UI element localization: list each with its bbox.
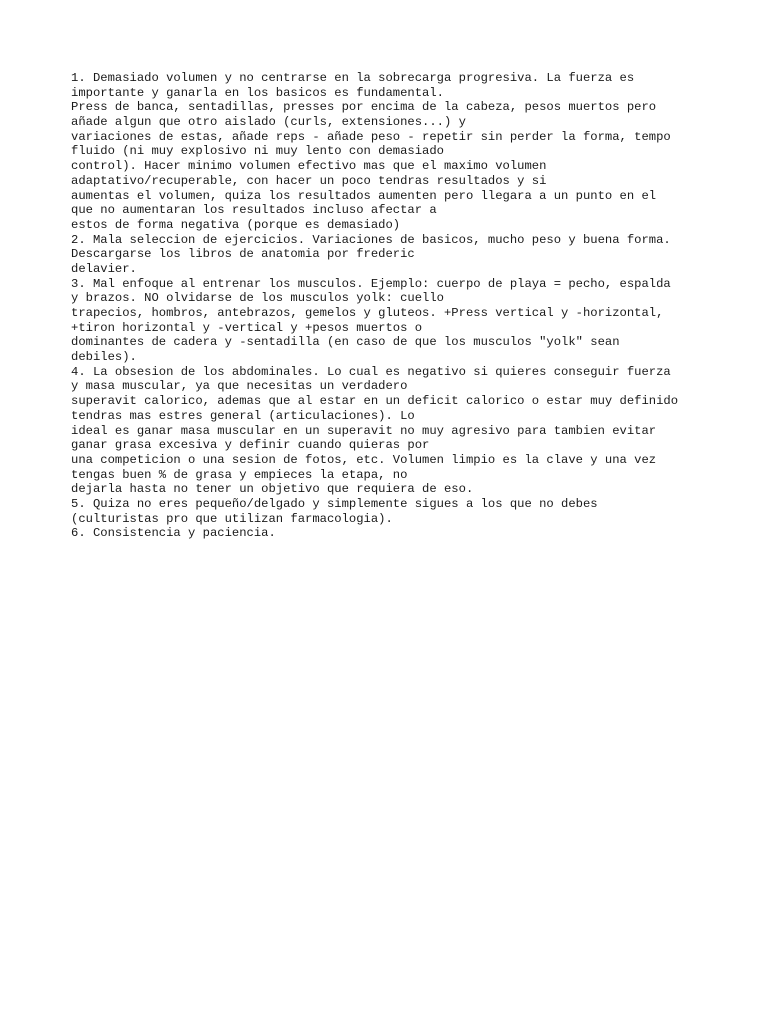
text-line: dominantes de cadera y -sentadilla (en caso de que los musculos "yolk" sean (71, 335, 620, 350)
text-line: 4. La obsesion de los abdominales. Lo cual es negativo si quieres conseguir fuerza (71, 364, 671, 379)
text-line: tendras mas estres general (articulaciones). Lo (71, 408, 415, 423)
text-line: estos de forma negativa (porque es demasiado) (71, 217, 401, 232)
text-line: tengas buen % de grasa y empieces la etapa, no (71, 467, 408, 482)
text-line: delavier. (71, 261, 137, 276)
text-line: dejarla hasta no tener un objetivo que requiera de eso. (71, 482, 474, 497)
text-line: variaciones de estas, añade reps - añade peso - repetir sin perder la forma, tempo (71, 129, 671, 144)
text-line: fluido (ni muy explosivo ni muy lento con demasiado (71, 144, 444, 159)
text-line: importante y ganarla en los basicos es fundamental. (71, 85, 444, 100)
text-line: 2. Mala seleccion de ejercicios. Variaciones de basicos, mucho peso y buena forma. (71, 232, 671, 247)
text-line: añade algun que otro aislado (curls, extensiones...) y (71, 115, 466, 130)
text-line: control). Hacer minimo volumen efectivo mas que el maximo volumen (71, 159, 547, 174)
text-line: una competicion o una sesion de fotos, etc. Volumen limpio es la clave y una vez (71, 452, 657, 467)
text-line: +tiron horizontal y -vertical y +pesos muertos o (71, 320, 423, 335)
text-line: y masa muscular, ya que necesitas un verdadero (71, 379, 408, 394)
text-line: superavit calorico, ademas que al estar en un deficit calorico o estar muy definido (71, 394, 679, 409)
text-line: Press de banca, sentadillas, presses por encima de la cabeza, pesos muertos pero (71, 100, 657, 115)
text-line: trapecios, hombros, antebrazos, gemelos y gluteos. +Press vertical y -horizontal, (71, 306, 664, 320)
text-line: adaptativo/recuperable, con hacer un poco tendras resultados y si (71, 173, 547, 188)
text-line: y brazos. NO olvidarse de los musculos yolk: cuello (71, 291, 444, 306)
text-line: aumentas el volumen, quiza los resultados aumenten pero llegara a un punto en el (71, 188, 657, 203)
text-line: 1. Demasiado volumen y no centrarse en la sobrecarga progresiva. La fuerza es (71, 71, 635, 85)
document-body (71, 71, 761, 541)
text-line: 6. Consistencia y paciencia. (71, 526, 276, 541)
text-line: 5. Quiza no eres pequeño/delgado y simplemente sigues a los que no debes (71, 496, 598, 511)
text-line: Descargarse los libros de anatomia por frederic (71, 247, 415, 262)
text-line: 3. Mal enfoque al entrenar los musculos. Ejemplo: cuerpo de playa = pecho, espalda (71, 276, 671, 291)
text-line: debiles). (71, 350, 137, 365)
text-line: (culturistas pro que utilizan farmacologia). (71, 511, 393, 526)
text-line: ganar grasa excesiva y definir cuando quieras por (71, 438, 430, 453)
text-line: que no aumentaran los resultados incluso afectar a (71, 203, 437, 218)
text-line: ideal es ganar masa muscular en un superavit no muy agresivo para tambien evitar (71, 423, 657, 438)
